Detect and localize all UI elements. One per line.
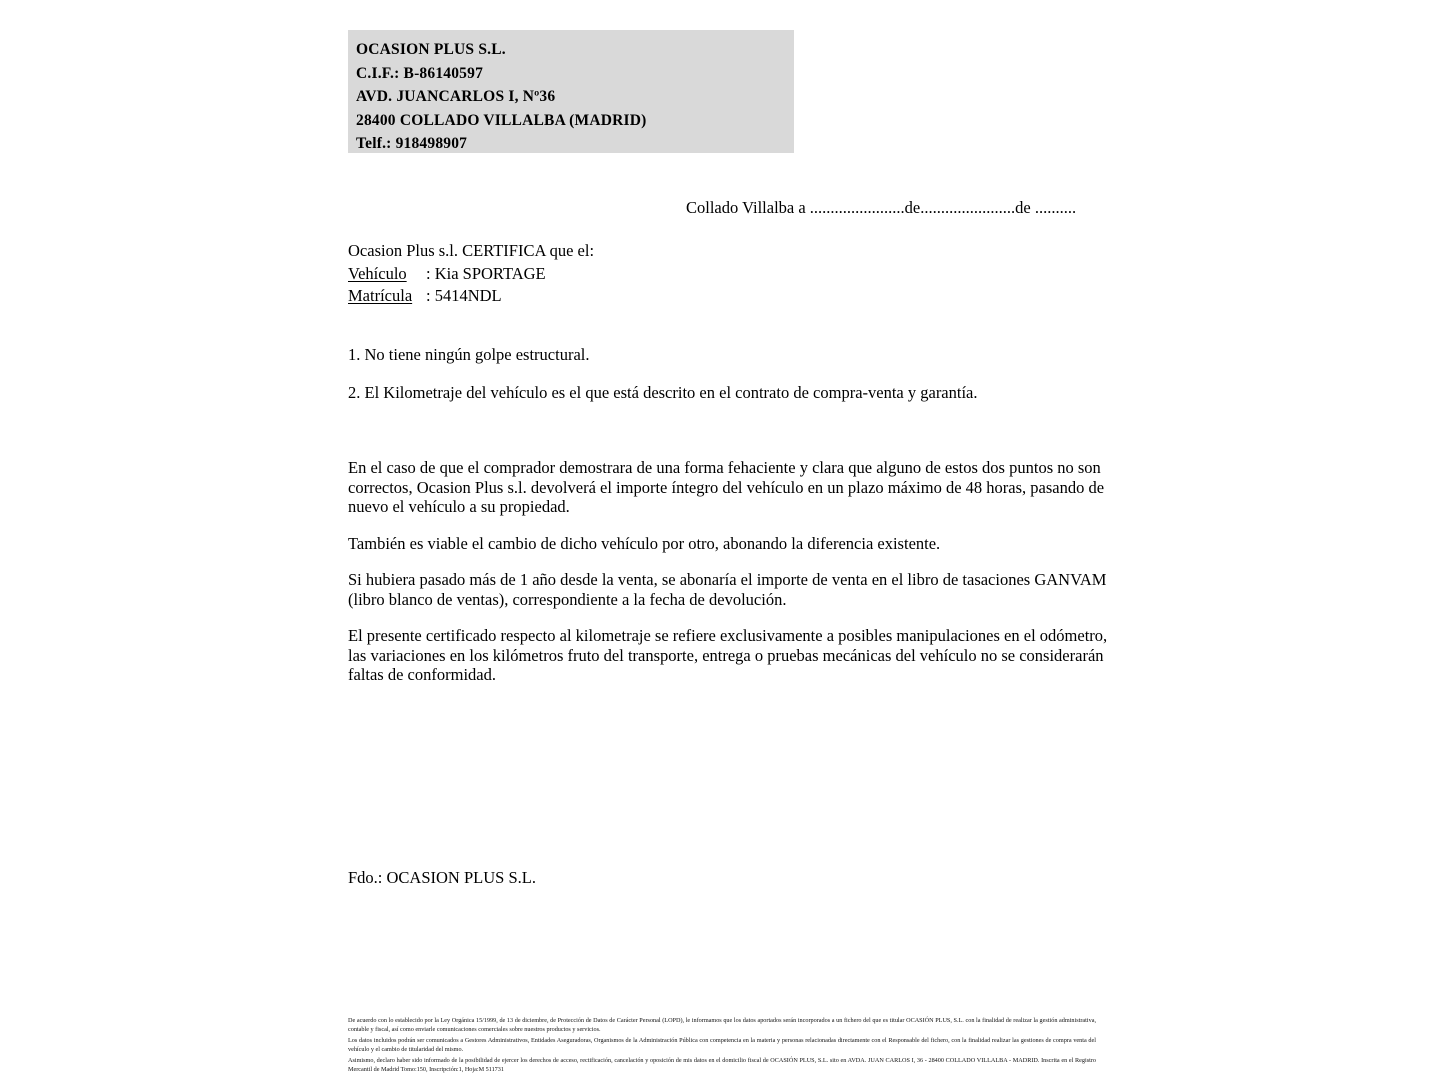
- field-vehiculo-separator: :: [426, 264, 431, 283]
- legal-paragraph-3: Asimismo, declaro haber sido informado de la posibilidad de ejercer los derechos de acceso, rectificación, cancelación y oposición de mis datos en el domicilio fiscal de OCASIÓN PLUS, S.L. sito en AVDA. JUAN CARLOS I, 36 - 28400 COLLADO VILLALBA - MADRID. Inscrita en el Registro Mercantil de Madrid Tomo:150, Inscripción:1, Hoja:M 511731: [348, 1057, 1096, 1073]
- legal-paragraph-2: Los datos incluidos podrán ser comunicados a Gestores Administrativos, Entidades Aseguradoras, Organismos de la Administración Pública con competencia en la materia y personas relacionadas directamente con el Responsable del fichero, con la finalidad realizar las gestiones de compra venta del vehículo y el cambio de titularidad del mismo.: [348, 1037, 1096, 1053]
- legal-footer: [348, 1017, 1096, 1075]
- field-matricula-separator: :: [426, 286, 431, 305]
- company-phone: Telf.: 918498907: [356, 135, 468, 152]
- paragraph-vehicle-exchange: También es viable el cambio de dicho vehículo por otro, abonando la diferencia existente.: [348, 534, 941, 553]
- field-matricula-value: 5414NDL: [434, 286, 502, 305]
- signature-line: Fdo.: OCASION PLUS S.L.: [348, 868, 536, 887]
- field-vehiculo-label: Vehículo: [348, 264, 407, 283]
- date-line: Collado Villalba a .......................de.......................de ..........: [686, 198, 1077, 217]
- company-cif: C.I.F.: B-86140597: [356, 64, 484, 82]
- field-matricula: [348, 286, 502, 306]
- point-1: 1. No tiene ningún golpe estructural.: [348, 345, 590, 364]
- paragraph-refund-conditions: En el caso de que el comprador demostrara de una forma fehaciente y clara que alguno de estos dos puntos no son correctos, Ocasion Plus s.l. devolverá el importe íntegro del vehículo en un plazo máximo de 48 horas, pasando de nuevo el vehículo a su propiedad.: [348, 458, 1105, 516]
- legal-paragraph-1: De acuerdo con lo establecido por la Ley Orgánica 15/1999, de 13 de diciembre, de Protección de Datos de Carácter Personal (LOPD), le informamos que los datos aportados serán incorporados a un fichero del que es titular OCASIÓN PLUS, S.L. con la finalidad de realizar la gestión administrativa, contable y fiscal, así como enviarle comunicaciones comerciales sobre nuestros productos y servicios.: [348, 1017, 1096, 1033]
- field-vehiculo-value: Kia SPORTAGE: [434, 264, 546, 283]
- field-matricula-label: Matrícula: [348, 286, 413, 305]
- company-city: 28400 COLLADO VILLALBA (MADRID): [356, 111, 647, 129]
- field-vehiculo: [348, 264, 546, 284]
- point-2: 2. El Kilometraje del vehículo es el que está descrito en el contrato de compra-venta y garantía.: [348, 383, 978, 402]
- certifies-intro: Ocasion Plus s.l. CERTIFICA que el:: [348, 241, 595, 260]
- paragraph-ganvam-valuation: Si hubiera pasado más de 1 año desde la venta, se abonaría el importe de venta en el libro de tasaciones GANVAM (libro blanco de ventas), correspondiente a la fecha de devolución.: [348, 570, 1107, 609]
- paragraph-odometer-scope: El presente certificado respecto al kilometraje se refiere exclusivamente a posibles manipulaciones en el odómetro, las variaciones en los kilómetros fruto del transporte, entrega o pruebas mecánicas del vehículo no se considerarán faltas de conformidad.: [348, 626, 1108, 684]
- company-address: AVD. JUANCARLOS I, Nº36: [356, 88, 556, 105]
- company-name: OCASION PLUS S.L.: [356, 41, 506, 58]
- company-header-block: [348, 30, 794, 153]
